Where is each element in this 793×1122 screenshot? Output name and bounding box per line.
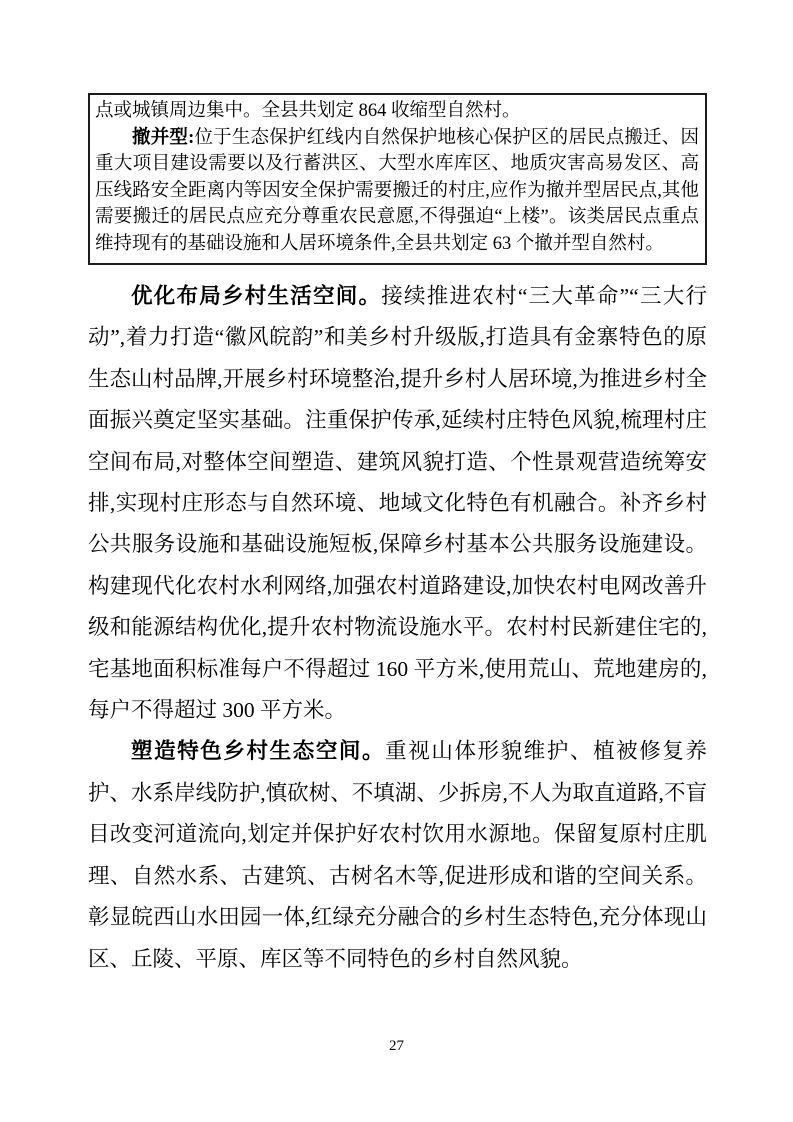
paragraph-shape-eco-space (88, 731, 707, 979)
relocation-type-lead: 撤并型: (132, 127, 195, 148)
paragraph-body: 接续推进农村“三大革命”“三大行动”,着力打造“徽风皖韵”和美乡村升级版,打造具有金寨特色的原生态山村品牌,开展乡村环境整治,提升乡村人居环境,为推进乡村全面振兴奠定坚实基础。注重保护传承,延续村庄特色风貌,梳理村庄空间布局,对整体空间塑造、建筑风貌打造、个性景观营造统筹安排,实现村庄形态与自然环境、地域文化特色有机融合。补齐乡村公共服务设施和基础设施短板,保障乡村基本公共服务设施建设。构建现代化农村水利网络,加强农村道路建设,加快农村电网改善升级和能源结构优化,提升农村物流设施水平。农村村民新建住宅的,宅基地面积标准每户不得超过 160 平方米,使用荒山、荒地建房的,每户不得超过 300 平方米。 (88, 284, 707, 723)
page-number: 27 (389, 1038, 404, 1054)
paragraph-body: 重视山体形貌维护、植被修复养护、水系岸线防护,慎砍树、不填湖、少拆房,不人为取直道路,不盲目改变河道流向,划定并保护好农村饮用水源地。保留复原村庄肌理、自然水系、古建筑、古树名木等,促进形成和谐的空间关系。彰显皖西山水田园一体,红绿充分融合的乡村生态特色,充分体现山区、丘陵、平原、库区等不同特色的乡村自然风貌。 (88, 739, 707, 971)
callout-continued-paragraph (95, 98, 699, 125)
village-types-callout-box (88, 93, 707, 265)
page-content (88, 93, 707, 980)
relocation-type-body: 位于生态保护红线内自然保护地核心保护区的居民点搬迁、因重大项目建设需要以及行蓄洪区、大型水库库区、地质灾害高易发区、高压线路安全距离内等因安全保护需要搬迁的村庄,应作为撤并型居民点,其他需要搬迁的居民点应充分尊重农民意愿,不得强迫“上楼”。该类居民点重点维持现有的基础设施和人居环境条件,全县共划定 63 个撤并型自然村。 (95, 127, 699, 254)
body-text-block (88, 276, 707, 980)
paragraph-optimize-living-space (88, 276, 707, 731)
paragraph-lead: 优化布局乡村生活空间。 (131, 284, 382, 308)
callout-relocation-paragraph (95, 125, 699, 258)
callout-continued-text: 点或城镇周边集中。全县共划定 864 收缩型自然村。 (95, 101, 521, 121)
paragraph-lead: 塑造特色乡村生态空间。 (131, 739, 386, 764)
